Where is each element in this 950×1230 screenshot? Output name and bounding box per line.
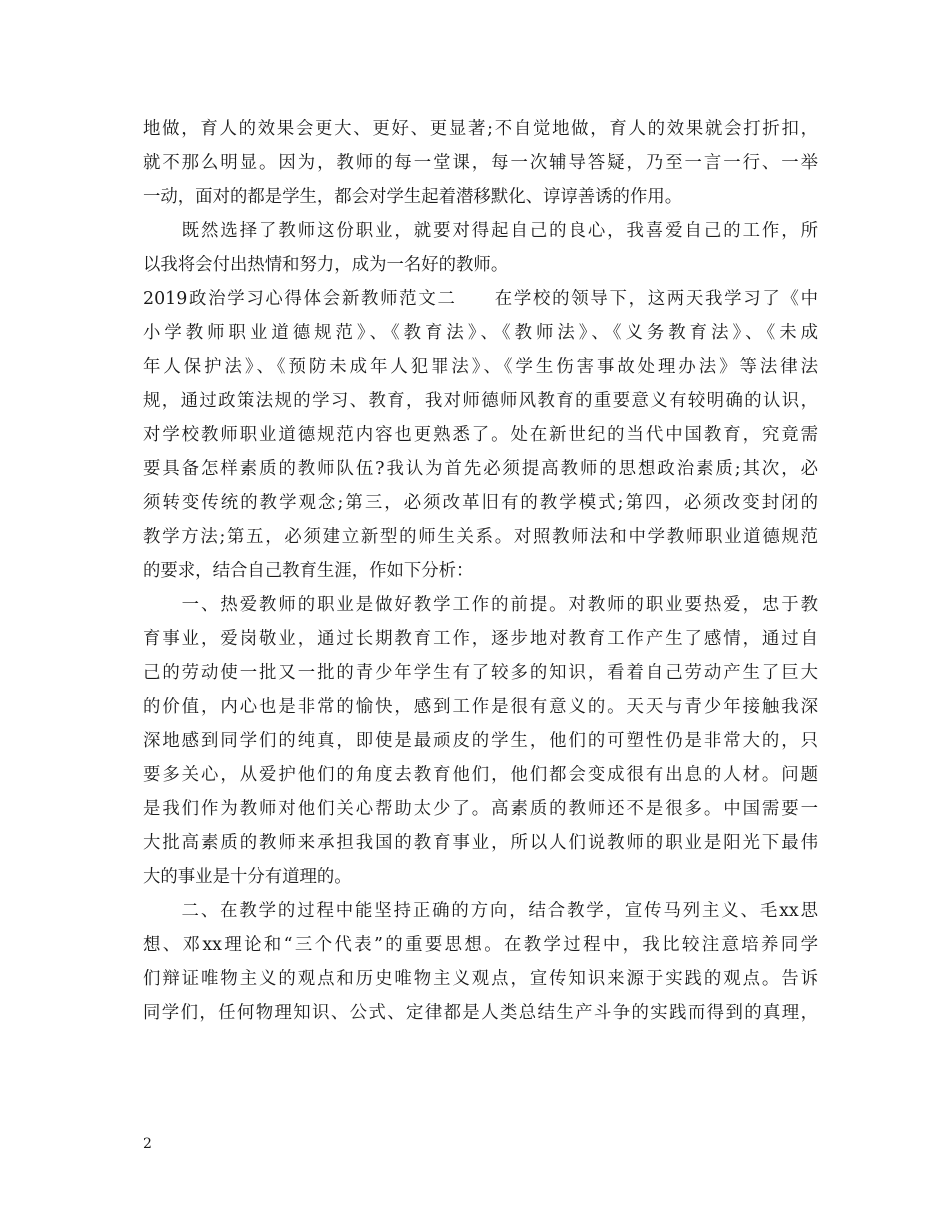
text-line: 的价值，内心也是非常的愉快，感到工作是很有意义的。天天与青少年接触我深 (143, 697, 818, 717)
text-line: 大批高素质的教师来承担我国的教育事业，所以人们说教师的职业是阳光下最伟 (143, 833, 818, 853)
body-text (143, 112, 818, 1030)
text-line: 规，通过政策法规的学习、教育，我对师德师风教育的重要意义有较明确的认识， (143, 391, 818, 411)
text-line: 们辩证唯物主义的观点和历史唯物主义观点，宣传知识来源于实践的观点。告诉 (143, 969, 818, 989)
text-line: 大的事业是十分有道理的。 (143, 867, 352, 887)
text-line: 育事业，爱岗敬业，通过长期教育工作，逐步地对教育工作产生了感情，通过自 (143, 629, 818, 649)
text-line: 要多关心，从爱护他们的角度去教育他们，他们都会变成很有出息的人材。问题 (143, 765, 818, 785)
text-line: 一动，面对的都是学生，都会对学生起着潜移默化、谆谆善诱的作用。 (143, 187, 683, 207)
text-line: 年人保护法》、《预防未成年人犯罪法》、《学生伤害事故处理办法》等法律法 (143, 357, 818, 377)
text-line: 地做，育人的效果会更大、更好、更显著;不自觉地做，育人的效果就会打折扣， (143, 119, 818, 139)
text-line: 就不那么明显。因为，教师的每一堂课，每一次辅导答疑，乃至一言一行、一举 (143, 153, 818, 173)
text-line: 同学们，任何物理知识、公式、定律都是人类总结生产斗争的实践而得到的真理， (143, 1003, 818, 1023)
text-line: 教学方法;第五，必须建立新型的师生关系。对照教师法和中学教师职业道德规范 (143, 527, 818, 547)
text-line: 想、邓xx理论和“三个代表”的重要思想。在教学过程中，我比较注意培养同学 (143, 935, 818, 955)
text-line: 对学校教师职业道德规范内容也更熟悉了。处在新世纪的当代中国教育，究竟需 (143, 425, 818, 445)
text-line: 己的劳动使一批又一批的青少年学生有了较多的知识，看着自己劳动产生了巨大 (143, 663, 818, 683)
page-number: 2 (143, 1136, 152, 1152)
text-line: 2019政治学习心得体会新教师范文二 在学校的领导下，这两天我学习了《中 (143, 289, 818, 309)
text-line: 既然选择了教师这份职业，就要对得起自己的良心，我喜爱自己的工作，所 (143, 221, 818, 241)
text-line: 须转变传统的教学观念;第三，必须改革旧有的教学模式;第四，必须改变封闭的 (143, 493, 818, 513)
text-line: 一、热爱教师的职业是做好教学工作的前提。对教师的职业要热爱，忠于教 (143, 595, 818, 615)
text-line: 深地感到同学们的纯真，即使是最顽皮的学生，他们的可塑性仍是非常大的，只 (143, 731, 818, 751)
text-line: 是我们作为教师对他们关心帮助太少了。高素质的教师还不是很多。中国需要一 (143, 799, 818, 819)
text-line: 二、在教学的过程中能坚持正确的方向，结合教学，宣传马列主义、毛xx思 (143, 901, 818, 921)
text-line: 小学教师职业道德规范》、《教育法》、《教师法》、《义务教育法》、《未成 (143, 323, 818, 343)
text-line: 以我将会付出热情和努力，成为一名好的教师。 (143, 255, 509, 275)
text-line: 的要求，结合自己教育生涯，作如下分析： (143, 561, 474, 581)
text-line: 要具备怎样素质的教师队伍?我认为首先必须提高教师的思想政治素质;其次，必 (143, 459, 818, 479)
